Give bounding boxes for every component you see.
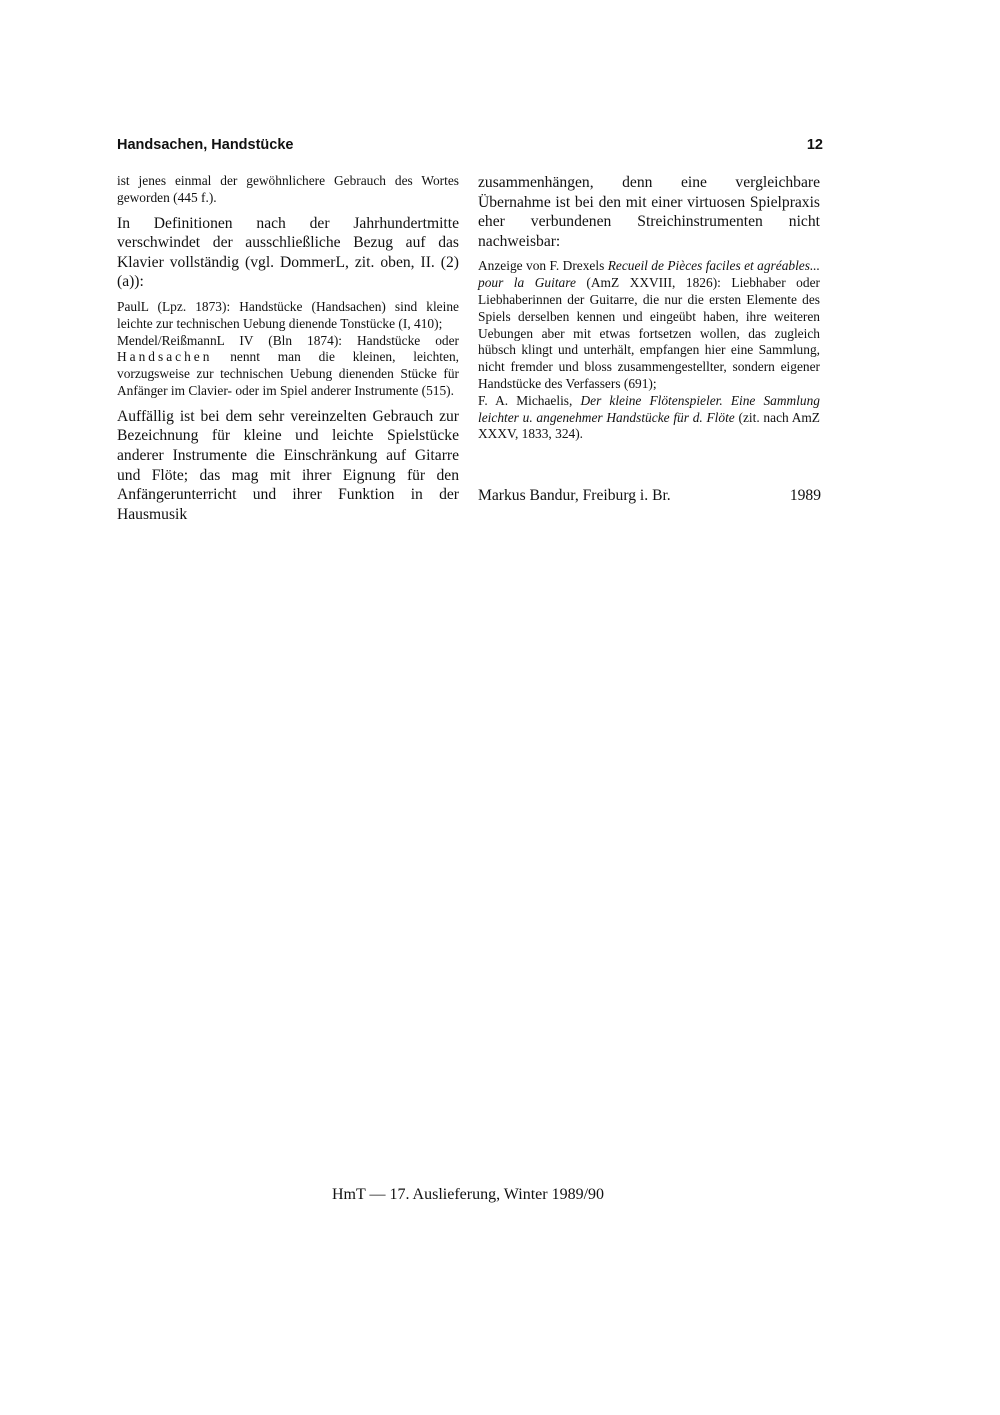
paragraph-definitions: In Definitionen nach der Jahrhundertmitte verschwindet der ausschließliche Bezug auf das Klavier vollständig (vgl. DommerL, zit. oben, II. (2)(a)): xyxy=(117,214,459,291)
page-number: 12 xyxy=(806,137,823,153)
quote-drexel xyxy=(478,258,820,392)
quote-michaelis-text: (zit. nach AmZ XXXV, 1833, 324). xyxy=(478,409,820,442)
right-column xyxy=(478,173,820,443)
running-title: Handsachen, Handstücke xyxy=(117,137,294,153)
left-column xyxy=(117,173,459,524)
quote-drexel-text: (AmZ XXVIII, 1826): Liebhaber oder Liebhaberinnen der Guitarre, die nur die ersten Elemente des Spiels derselben kennen und eingeübt haben, ihre weiteren Uebungen aber mit etwas fortsetzen wollen, das zugleich hübsch klingt und unterhält, empfangen hier eine Sammlung, nicht fremder und bloss zusammengestellter, sondern eigener Handstücke des Verfassers (691); xyxy=(478,275,820,391)
quote-michaelis-title: Der kleine Flötenspieler. Eine Sammlung leichter u. angenehmer Handstücke für d. Flöte xyxy=(478,392,820,425)
quote-drexel-title: Recueil de Pièces faciles et agréables... pour la Guitare xyxy=(478,258,820,291)
quote-paul: PaulL (Lpz. 1873): Handstücke (Handsachen) sind kleine leichte zur technischen Uebung dienende Tonstücke (I, 410); xyxy=(117,298,459,331)
page-footer: HmT — 17. Auslieferung, Winter 1989/90 xyxy=(331,1186,605,1203)
paragraph-guitar-flute: Auffällig ist bei dem sehr vereinzelten Gebrauch zur Bezeichnung für kleine und leichte Spielstücke anderer Instrumente die Einschränkung auf Gitarre und Flöte; das mag mit ihrer Eignung für den Anfängerunterricht und ihrer Funktion in der Hausmusik xyxy=(117,407,459,523)
paragraph-continuation-right: zusammenhängen, denn eine vergleichbare Übernahme ist bei den mit einer virtuosen Spielpraxis eher verbundenen Streichinstrumenten nicht nachweisbar: xyxy=(478,174,820,250)
quote-michaelis-prefix: F. A. Michaelis, xyxy=(478,392,573,408)
quote-michaelis xyxy=(478,393,820,443)
quote-mendel-source: Mendel/ReißmannL IV (Bln 1874): Handstücke oder xyxy=(117,332,459,348)
quote-mendel-text: nennt man die kleinen, leichten, vorzugsweise zur technischen Uebung dienenden Stücke für Anfänger im Clavier- oder im Spiel anderer Instrumente (515). xyxy=(117,349,459,398)
author-year: 1989 xyxy=(789,487,821,504)
paragraph-continuation: ist jenes einmal der gewöhnlichere Gebrauch des Wortes geworden (445 f.). xyxy=(117,173,459,205)
author-name: Markus Bandur, Freiburg i. Br. xyxy=(478,487,671,504)
quote-mendel xyxy=(117,333,459,400)
page-header xyxy=(117,137,823,159)
quote-mendel-spaced-term: Handsachen xyxy=(117,349,213,365)
quote-drexel-prefix: Anzeige von F. Drexels xyxy=(478,258,605,274)
